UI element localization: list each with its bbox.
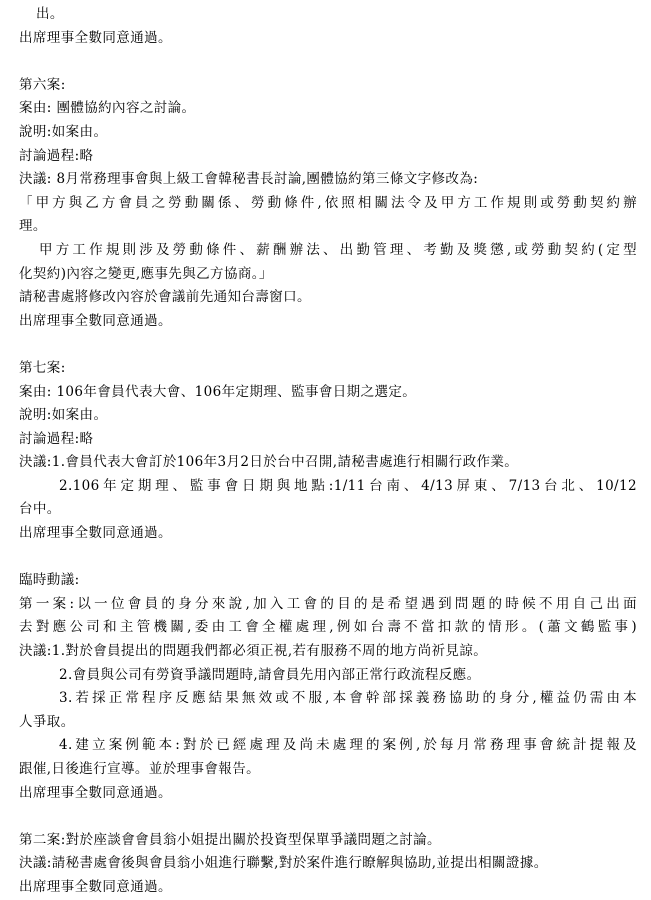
- text-line: 出席理事全數同意通過。: [19, 525, 172, 542]
- text-line: 去對應公司和主管機關,委由工會全權處理,例如台壽不當扣款的情形。(蕭文鶴監事): [19, 619, 637, 636]
- text-line: 出。: [36, 6, 64, 22]
- section-heading: 臨時動議:: [19, 572, 80, 589]
- blank-line: [19, 50, 637, 74]
- blank-line: [19, 333, 637, 357]
- text-line: 人爭取。: [19, 713, 75, 730]
- text-line: 出席理事全數同意通過。: [19, 878, 172, 895]
- text-line: 出席理事全數同意通過。: [19, 312, 172, 329]
- text-line: 出席理事全數同意通過。: [19, 29, 172, 46]
- text-line: 台中。: [19, 501, 61, 518]
- text-line: 出席理事全數同意通過。: [19, 784, 172, 801]
- text-line: 4.建立案例範本:對於已經處理及尚未處理的案例,於每月常務理事會統計提報及: [59, 737, 637, 754]
- text-line: 3.若採正常程序反應結果無效或不服,本會幹部採義務協助的身分,權益仍需由本: [59, 690, 637, 707]
- text-line: 案由: 106年會員代表大會、106年定期理、監事會日期之選定。: [19, 383, 417, 400]
- text-line: 說明:如案由。: [19, 123, 108, 140]
- text-line: 說明:如案由。: [19, 407, 108, 424]
- text-line: 第二案:對於座談會會員翁小姐提出關於投資型保單爭議問題之討論。: [19, 831, 441, 848]
- text-line: 討論過程:略: [19, 430, 94, 447]
- section-heading: 第六案:: [19, 76, 66, 93]
- text-line: 請秘書處將修改內容於會議前先通知台壽窗口。: [19, 289, 311, 306]
- blank-line: [19, 546, 637, 570]
- section-heading: 第七案:: [19, 359, 66, 376]
- text-line: 理。: [19, 218, 47, 235]
- text-line: 2.106年定期理、監事會日期與地點:1/11台南、4/13屏東、7/13台北、10/12: [59, 477, 637, 494]
- text-line: 決議:請秘書處會後與會員翁小姐進行聯繫,對於案件進行瞭解與協助,並提出相關證據。: [19, 855, 548, 872]
- text-line: 案由: 團體協約內容之討論。: [19, 100, 196, 117]
- text-line: 決議:1.會員代表大會訂於106年3月2日於台中召開,請秘書處進行相關行政作業。: [19, 454, 519, 471]
- text-line: 討論過程:略: [19, 147, 94, 164]
- text-line: 決議: 8月常務理事會與上級工會韓秘書長討論,團體協約第三條文字修改為:: [19, 171, 479, 188]
- text-line: 化契約)內容之變更,應事先與乙方協商。」: [19, 265, 273, 282]
- text-line: 決議:1.對於會員提出的問題我們都必須正視,若有服務不周的地方尚祈見諒。: [19, 643, 488, 660]
- text-line: 第一案:以一位會員的身分來說,加入工會的目的是希望遇到問題的時候不用自己出面: [19, 595, 637, 612]
- text-line: 跟催,日後進行宣導。並於理事會報告。: [19, 761, 260, 777]
- minutes-document: [19, 3, 637, 900]
- text-line: 「甲方與乙方會員之勞動關係、勞動條件,依照相關法令及甲方工作規則或勞動契約辦: [19, 194, 637, 211]
- text-line: 2.會員與公司有勞資爭議問題時,請會員先用內部正常行政流程反應。: [59, 666, 481, 683]
- blank-line: [19, 805, 637, 829]
- text-line: 甲方工作規則涉及勞動條件、薪酬辦法、出勤管理、考勤及獎懲,或勞動契約(定型: [39, 241, 637, 258]
